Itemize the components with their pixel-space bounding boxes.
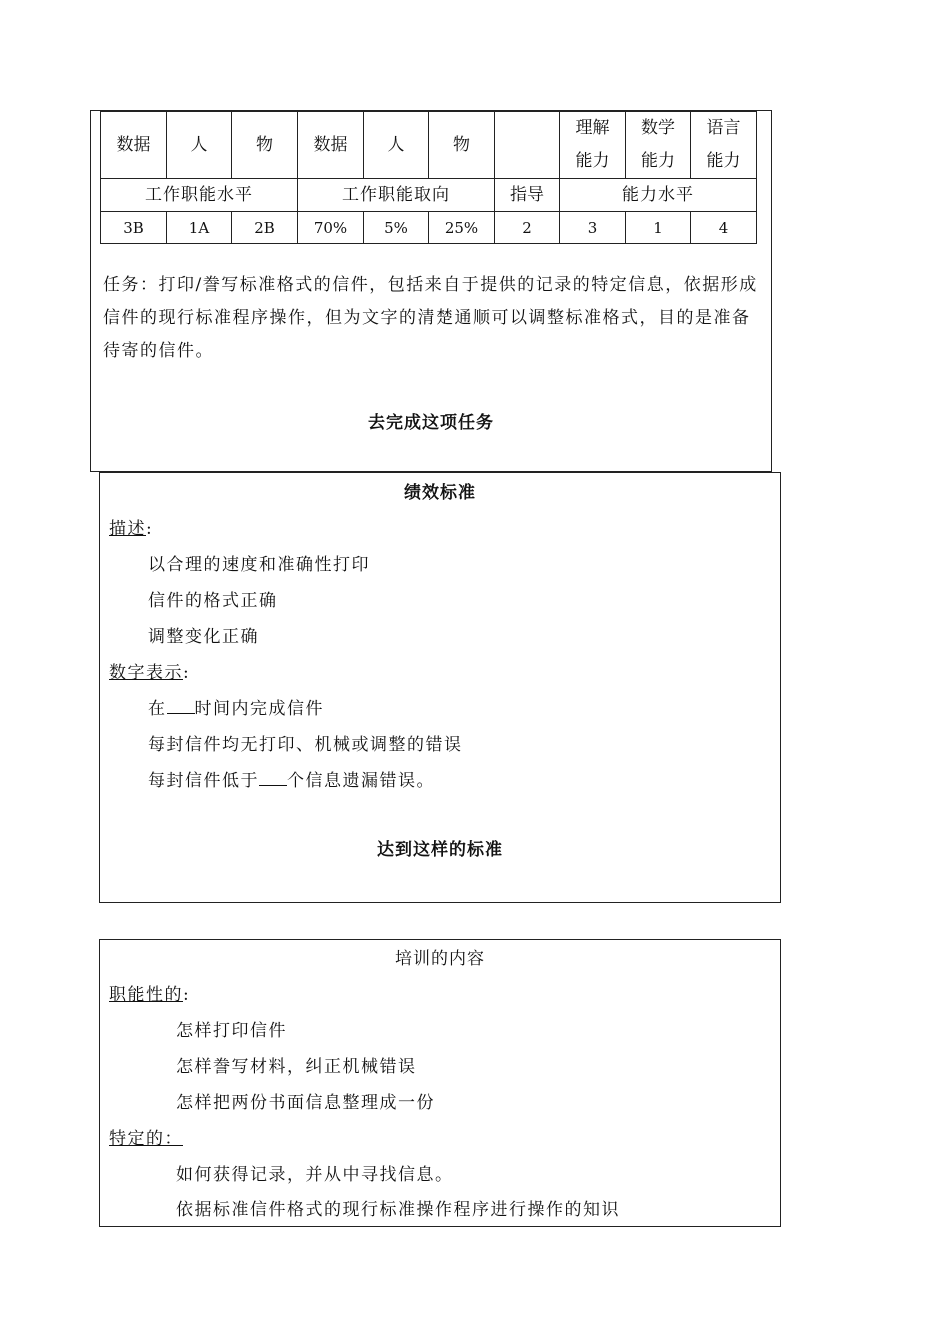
ability-level-cell: 能力水平 (560, 179, 757, 212)
header-cell: 物 (429, 112, 495, 179)
value-cell: 25% (429, 212, 495, 244)
performance-section (99, 472, 781, 903)
complete-task-label: 去完成这项任务 (368, 413, 494, 433)
header-cell: 人 (167, 112, 232, 179)
value-cell: 3B (101, 212, 167, 244)
table-category-row (101, 179, 757, 212)
task-section (90, 110, 772, 472)
task-description: 任务：打印/誊写标准格式的信件，包括来自于提供的记录的特定信息，依据形成信件的现行标准程序操作，但为文字的清楚通顺可以调整标准格式，目的是准备待寄的信件。 (103, 275, 758, 361)
header-cell: 物 (232, 112, 298, 179)
value-cell: 1A (167, 212, 232, 244)
reach-standard-label: 达到这样的标准 (377, 840, 503, 860)
description-item: 调整变化正确 (148, 627, 259, 647)
value-cell: 2B (232, 212, 298, 244)
specific-item: 如何获得记录，并从中寻找信息。 (176, 1165, 454, 1185)
guidance-cell: 指导 (495, 179, 560, 212)
value-cell: 5% (364, 212, 429, 244)
description-item: 以合理的速度和准确性打印 (148, 555, 370, 575)
job-function-table (100, 111, 757, 244)
specific-heading: 特定的： (109, 1129, 183, 1149)
numeric-item: 在 时间内完成信件 (148, 699, 324, 719)
header-cell: 语言能力 (691, 112, 757, 179)
functional-item: 怎样把两份书面信息整理成一份 (176, 1093, 435, 1113)
specific-item: 依据标准信件格式的现行标准操作程序进行操作的知识 (176, 1200, 620, 1220)
value-cell: 3 (560, 212, 626, 244)
training-section (99, 939, 781, 1227)
description-heading: 描述: (109, 519, 154, 539)
value-cell: 4 (691, 212, 757, 244)
description-item: 信件的格式正确 (148, 591, 278, 611)
header-cell: 数学能力 (626, 112, 691, 179)
numeric-item: 每封信件低于 个信息遗漏错误。 (148, 771, 435, 791)
work-orientation-cell: 工作职能取向 (298, 179, 495, 212)
table-value-row (101, 212, 757, 244)
functional-heading: 职能性的: (109, 985, 191, 1005)
functional-item: 怎样誊写材料，纠正机械错误 (176, 1057, 417, 1077)
performance-title: 绩效标准 (404, 483, 476, 503)
work-level-cell: 工作职能水平 (101, 179, 298, 212)
table-header-row (101, 112, 757, 179)
functional-item: 怎样打印信件 (176, 1021, 287, 1041)
header-cell: 数据 (101, 112, 167, 179)
header-cell: 理解能力 (560, 112, 626, 179)
header-cell: 人 (364, 112, 429, 179)
numeric-item: 每封信件均无打印、机械或调整的错误 (148, 735, 463, 755)
value-cell: 1 (626, 212, 691, 244)
numeric-heading: 数字表示: (109, 663, 191, 683)
training-title: 培训的内容 (395, 949, 485, 969)
header-cell: 数据 (298, 112, 364, 179)
value-cell: 70% (298, 212, 364, 244)
value-cell: 2 (495, 212, 560, 244)
header-cell (495, 112, 560, 179)
